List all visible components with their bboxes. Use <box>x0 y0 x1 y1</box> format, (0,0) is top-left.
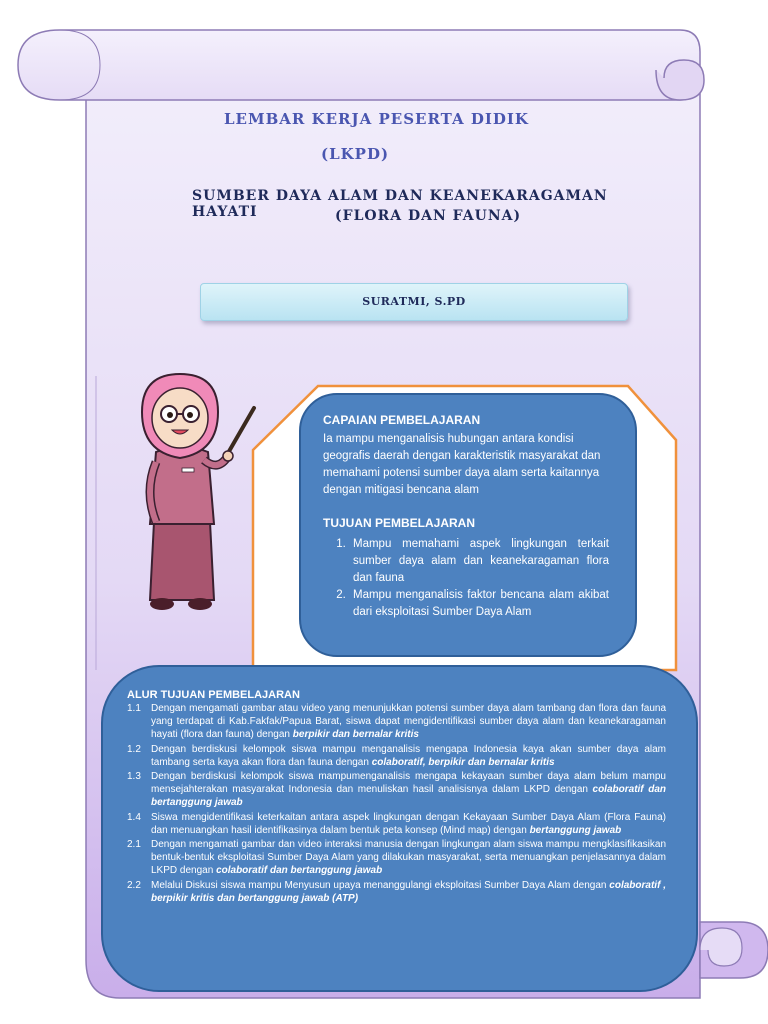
title-line-1: LEMBAR KERJA PESERTA DIDIK <box>224 110 529 128</box>
tujuan-item: 2. Mampu menganalisis faktor bencana alam akibat dari eksploitasi Sumber Daya Alam <box>349 587 609 621</box>
list-item: 1.4 Siswa mengidentifikasi keterkaitan antara aspek lingkungan dengan Kekayaan Sumber Daya Alam (Flora Fauna) dan menuangkan hasil identifikasinya dalam bentuk peta konsep (Mind map) dengan bertanggung jawab <box>127 811 666 836</box>
alur-tujuan-box <box>101 665 698 992</box>
tujuan-list <box>323 536 609 621</box>
capaian-text: Ia mampu menganalisis hubungan antara kondisi geografis daerah dengan karakteristik masyarakat dan memahami potensi sumber daya alam serta kaitannya dengan mitigasi bencana alam <box>323 433 601 496</box>
capaian-heading: CAPAIAN PEMBELAJARAN <box>323 413 481 427</box>
title-line-3: SUMBER DAYA ALAM DAN KEANEKARAGAMAN HAYATI <box>192 188 608 220</box>
title-line-4: (FLORA DAN FAUNA) <box>335 208 522 224</box>
title-line-2: (LKPD) <box>321 145 390 163</box>
tujuan-item: 1. Mampu memahami aspek lingkungan terkait sumber daya alam dan keanekaragaman flora dan fauna <box>349 536 609 587</box>
author-name: SURATMI, S.PD <box>362 295 466 308</box>
list-item: 2.2 Melalui Diskusi siswa mampu Menyusun upaya menanggulangi eksploitasi Sumber Daya Alam dengan colaboratif , berpikir kritis dan bertanggung jawab (ATP) <box>127 879 666 904</box>
list-item: 1.2 Dengan berdiskusi kelompok siswa mampu menganalisis mengapa Indonesia kaya akan sumber daya alam tambang serta kaya akan flora dan fauna dengan colaboratif, berpikir dan bernalar kritis <box>127 743 666 768</box>
capaian-tujuan-box <box>299 393 637 657</box>
list-item: 1.3 Dengan berdiskusi kelompok siswa mampumenganalisis mengapa kekayaan sumber daya alam belum mampu mensejahterakan masyarakat Indonesia dan menuliskan hasil analisisnya dalam LKPD dengan colaboratif dan bertanggung jawab <box>127 771 666 809</box>
list-item: 1.1 Dengan mengamati gambar atau video yang menunjukkan potensi sumber daya alam tambang dan flora dan fauna yang terdapat di Kab.Fakfak/Papua Barat, siswa dapat mengidentifikasi sumber daya alam dan keanekaragaman hayati (flora dan fauna) dengan berpikir dan bernalar kritis <box>127 703 666 741</box>
alur-heading: ALUR TUJUAN PEMBELAJARAN <box>127 689 300 701</box>
tujuan-heading: TUJUAN PEMBELAJARAN <box>323 516 476 530</box>
alur-list <box>127 702 666 905</box>
teacher-illustration <box>132 372 262 617</box>
list-item: 2.1 Dengan mengamati gambar dan video interaksi manusia dengan lingkungan alam siswa mampu mengklasifikasikan bentuk-bentuk eksploitasi Sumber Daya Alam yang dilakukan masyarakat, serta menuangkan penjelasannya dalam LKPD dengan colaboratif dan bertanggung jawab <box>127 839 666 877</box>
